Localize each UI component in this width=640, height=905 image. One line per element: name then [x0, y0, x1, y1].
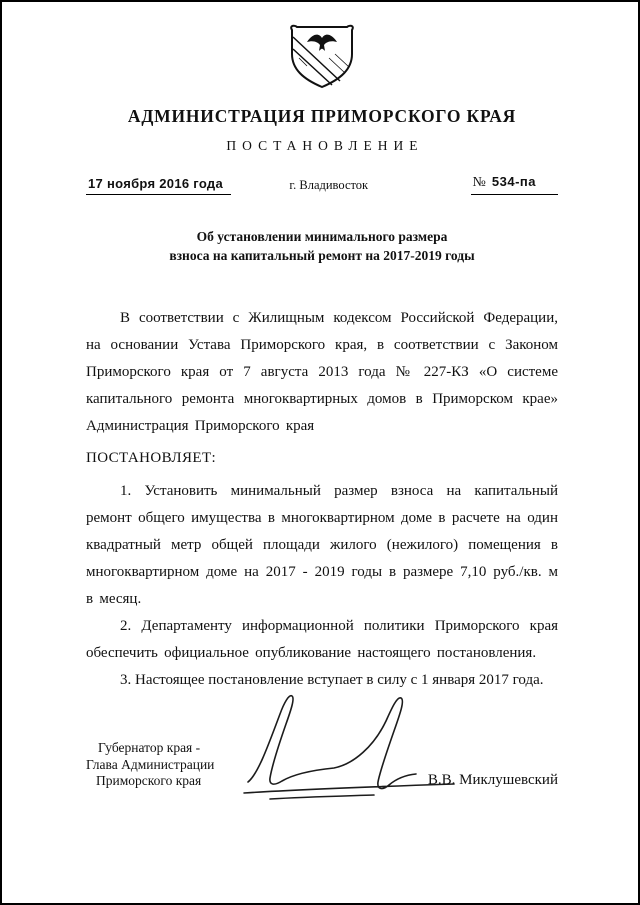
resolution-item-1: 1. Установить минимальный размер взноса на капитальный ремонт общего имущества в многоквартирном доме в расчете на один квадратный метр общей площади жилого (нежилого) помещения в многоквартирном доме на 2017 - 2019 годы в размере 7,10 руб./кв. м в месяц. [86, 483, 558, 607]
number-value: 534-па [491, 174, 536, 189]
signatory-position-line-3: Приморского края [96, 773, 202, 788]
signatory-position [86, 740, 214, 790]
emblem-container [86, 24, 558, 95]
signature-block [86, 740, 558, 790]
resolution-item-3: 3. Настоящее постановление вступает в силу с 1 января 2017 года. [120, 672, 544, 688]
title-line-2: взноса на капитальный ремонт на 2017-2019 годы [169, 248, 475, 263]
document-place: г. Владивосток [289, 178, 369, 192]
signatory-name: В.В. Миклушевский [427, 771, 558, 788]
organization-name: АДМИНИСТРАЦИЯ ПРИМОРСКОГО КРАЯ [127, 106, 517, 126]
signatory-position-line-2: Глава Администрации [86, 756, 215, 772]
title-line-1: Об установлении минимального размера [196, 229, 448, 244]
preamble-paragraph: В соответствии с Жилищным кодексом Российской Федерации, на основании Устава Приморского края, в соответствии с Законом Приморского края от 7 августа 2013 года № 227-КЗ «О системе капитального ремонта многоквартирных домов в Приморском крае» Администрация Приморского края [86, 310, 558, 434]
resolve-word: ПОСТАНОВЛЯЕТ: [86, 450, 217, 466]
document-title [86, 227, 558, 265]
coat-of-arms-icon [285, 24, 359, 90]
number-sign: № [472, 175, 486, 190]
meta-row [86, 173, 558, 195]
signatory-position-line-1: Губернатор края - [98, 740, 201, 755]
document-date: 17 ноября 2016 года [86, 176, 231, 195]
resolution-item-2: 2. Департаменту информационной политики Приморского края обеспечить официальное опубликование настоящего постановления. [86, 618, 558, 661]
document-type: ПОСТАНОВЛЕНИЕ [226, 138, 424, 153]
document-number [471, 173, 558, 195]
